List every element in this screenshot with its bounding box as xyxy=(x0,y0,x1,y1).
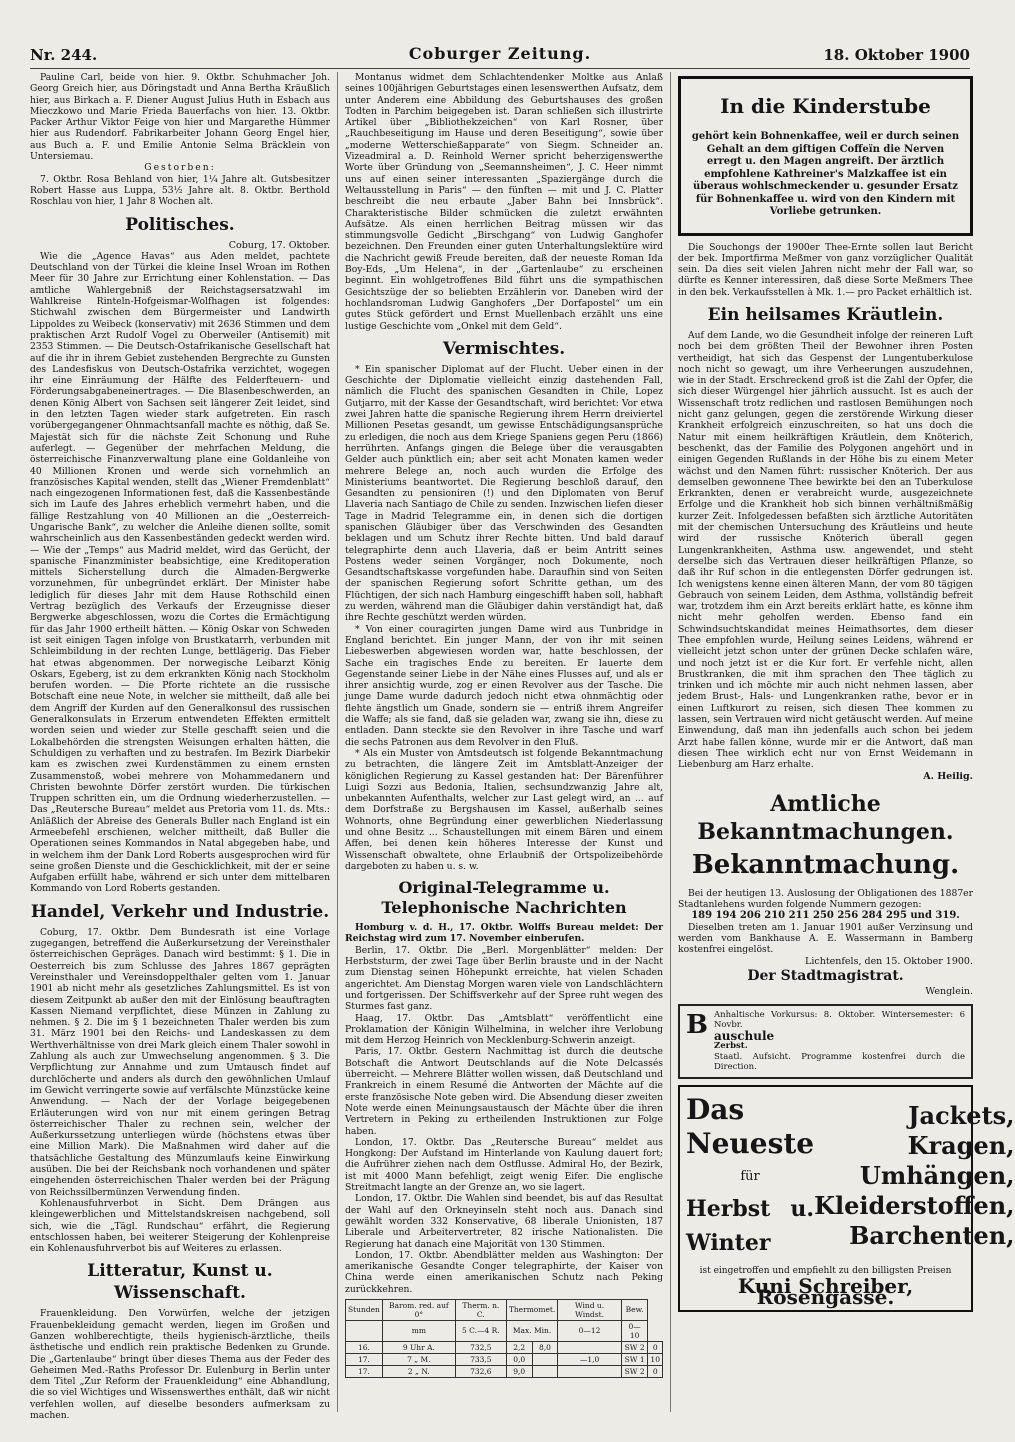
telegram-london-2: London, 17. Oktbr. Die Wahlen sind beendet, bis auf das Resultat der Wahl auf den Orkneyinseln steht noch aus. Danach sind gewählt worden 332 Konservative, 68 liberale Unionisten, 187 Liberale und Arbeitervertreter, 82 irische Nationalisten. Die Regierung hat danach eine Majorität von 130 Stimmen. xyxy=(345,1193,663,1250)
announcement-title: Bekanntmachung. xyxy=(691,849,960,880)
weather-row: 17. 7 „ M. 733,5 0,0 —1,0 SW 1 10 xyxy=(346,1353,663,1365)
section-title-literature: Litteratur, Kunst u. Wissenschaft. xyxy=(87,1261,273,1304)
header-rule xyxy=(30,68,970,69)
misc-article-amtsdeutsch: * Als ein Muster von Amtsdeutsch ist folgende Bekanntmachung zu betrachten, die längere Zeit im Amtsblatt-Anzeiger der königlichen Regierung zu Kassel gestanden hat: Der Bärenführer Luigi Sozzi aus Bedonia, Italien, sechsundzwanzig Jahre alt, unbekannten Aufenthalts, welcher zur Last gelegt wird, an ... auf dem Dorfstraße zu Bergshausen im Kassel, außerhalb seines Wohnorts, ohne Begründung einer gewerblichen Niederlassung und ohne Besitz ... Schaustellungen mit einem Bären und einem Affen, bei denen kein höheres Interesse der Kunst und Wissenschaft obwaltete, ohne Erlaubniß der Ortspolizeibehörde dargeboten zu haben u. s. w. xyxy=(345,747,663,872)
herb-signature: A. Heilig. xyxy=(923,770,973,782)
column-1 xyxy=(30,72,330,1422)
section-title-trade: Handel, Verkehr und Industrie. xyxy=(30,901,330,922)
bond-numbers: 189 194 206 210 211 250 256 284 295 und 319. xyxy=(691,910,960,922)
advert-footer: ist eingetroffen und empfiehlt zu den billigsten Preisen xyxy=(699,1265,952,1276)
herb-article: Auf dem Lande, wo die Gesundheit infolge der reineren Luft noch bei dem größten Theil der Bewohner ihren Posten vertheidigt, hat sich das Gespenst der Lungentuberkulose noch nicht so gewagt, um ihre Verheerungen auszudehnen, wie in der Stadt. Erschreckend groß ist die Zahl der Opfer, die sich dieser Würgengel hier jährlich aussucht. Ist es auch der Wissenschaft trotz redlichen und rastlosen Bemühungen noch nicht ganz gelungen, gegen die zerstörende Wirkung dieser Krankheit erfolgreich einzuschreiten, so hat uns doch die Natur mit einem heilkräftigen Kräutlein, dem Knöterich, beschenkt, das der Familie des Polygonen angehört und in einigen Gegenden Rußlands in der Höhe bis zu einem Meter wächst und den Namen führt: russischer Knöterich. Der aus demselben gewonnene Thee bewirkte bei den an Tuberkulose Erkrankten, denen er verabreicht wurde, ausgezeichnete Erfolge und die Krankheit hob sich binnen verhältnißmäßig kurzer Zeit. Infolgedessen befaßten sich ärztliche Autoritäten mit der chemischen Untersuchung des Kräutleins und heute wird der russische Knöterich überall gegen Lungenkrankheiten, Asthma usw. angewendet, und steht derselbe sich das Vertrauen dieser heilkräftigen Pflanze, so daß ihr Ruf schon in die entlegensten Dörfer gedrungen ist. Ich wenigstens kenne einen älteren Mann, der vom 80 tägigen Gebrauch von seinem Leiden, dem Asthma, vollständig befreit war, trotzdem ihm ein Arzt bereits erklärt hatte, es könne ihm nicht mehr geholfen werden. Ebenso fand ein Schwindsuchtskandidat meines Heimathsortes, dem dieser Thee empfohlen wurde, Heilung seines Leidens, während er vielleicht jetzt schon unter der grünen Decke schlafen wäre, und noch jetzt ist er die Kur fort. Er verfehle nicht, allen Brustkranken, die mit ihm sprachen den Thee täglich zu trinken und ich möchte mir auch nicht nehmen lassen, aber jedem Brust-, Hals- und Lungenkranken rathe, bevor er in einen Luftkurort zu reisen, sich diesen Thee kommen zu lassen, sein Vertrauen wird nicht getäuscht werden. Auf meine Einwendung, daß man ihn jedenfalls auch schon bei jedem Arzt habe fallen könne, wurde mir er die Antwort, daß man diesen Thee wirklich echt nur von Ernst Weidemann in Liebenburg am Harz erhalte. xyxy=(678,329,973,771)
telegram-london-3: London, 17. Oktbr. Abendblätter melden aus Washington: Der amerikanische Gesandte Conger telegraphirte, der Kaiser von China werde einen amerikanischen Schutz nach Peking zurückkehren. xyxy=(345,1249,663,1295)
school-letter: B xyxy=(686,1009,708,1040)
announcement-text-2: Dieselben treten am 1. Januar 1901 außer Verzinsung und werden vom Bankhause A. E. Wassermann in Bamberg kostenfrei eingelöst. xyxy=(678,921,973,956)
weather-subheader: Max. Min. xyxy=(506,1320,557,1341)
misc-article-lady: * Von einer couragirten jungen Dame wird aus Tunbridge in England berichtet. Ein junger Mann, der von ihr mit seinen Liebeswerben abgewiesen worden war, hatte beschlossen, der Sache ein tragisches Ende zu bereiten. Er lauerte dem Gegenstande seiner Liebe in der Nähe eines Flusses auf, und als er ihrer ansichtig wurde, zog er einen Revolver aus der Tasche. Die junge Dame wurde dadurch jedoch nicht etwa ohnmächtig oder flehte ängstlich um Gnade, sondern sie — entriß ihrem Angreifer die Waffe; als sie fand, daß sie geladen war, zwang sie ihn, diese zu entladen. Dann steckte sie den Revolver in ihre Tasche und warf die sechs Patronen aus dem Revolver in den Fluß. xyxy=(345,623,663,748)
section-title-telegrams: Original-Telegramme u. Telephonische Nachrichten xyxy=(381,878,627,918)
page-number: Nr. 244. xyxy=(30,46,98,64)
telegram-paris: Paris, 17. Oktbr. Gestern Nachmittag ist durch die deutsche Botschaft die Antwort Deutschlands auf die Note Delcassés überreicht. — Mehrere Blätter wollen wissen, daß Deutschland und Frankreich in einem Resumé die Antworten der Mächte auf die erste französische Note geben wird. Die Absendung dieser zweiten Note werde einen Meinungsaustausch der Mächte über die ihren Vertretern in Peking zu ertheilenden Instruktionen zur Folge haben. xyxy=(345,1046,663,1137)
advert-season: Herbst u. Winter xyxy=(686,1195,815,1256)
section-title-official: Amtliche Bekanntmachungen. xyxy=(697,790,954,845)
school-advert xyxy=(678,1004,973,1079)
advert-item: Barchenten, xyxy=(849,1221,1015,1251)
weather-header: Stunden xyxy=(346,1299,383,1320)
literature-article: Frauenkleidung. Den Vorwürfen, welche der jetzigen Frauenbekleidung gemacht werden, liegen im Großen und Ganzen wohlberechtigte, theils hygienisch-ärztliche, theils ästhetische und endlich rein praktische Bedenken zu Grunde. Die „Gartenlaube“ bringt über dieses Thema aus der Feder des Geheimen Med.-Raths Professor Dr. Eulenburg in Berlin unter dem Titel „Zur Reform der Frauenkleidung“ eine Abhandlung, die so viel Wichtiges und Wissenswerthes enthält, daß wir nicht verfehlen wollen, auf dieselbe besonders aufmerksam zu machen. xyxy=(30,1308,330,1422)
weather-subheader: mm xyxy=(382,1320,455,1341)
advert-item: Umhängen, xyxy=(859,1161,1015,1191)
advert-headline: Das Neueste xyxy=(686,1092,815,1160)
politics-article: Wie die „Agence Havas“ aus Aden meldet, pachtete Deutschland von der Türkei die kleine Insel Wroan im Rothen Meer für 30 Jahre zur Errichtung einer Kohlenstation. — Das amtliche Wahlergebniß der Reichstagsersatzwahl im Wahlkreise Rinteln-Hofgeismar-Wolfhagen ist folgendes: Stichwahl zwischen dem Bürgermeister und Landwirth Lippoldes zu Weibeck (konservativ) mit 2636 Stimmen und dem praktischen Arzt Rudolf Vogel zu Oberweiler (Antisemit) mit 2353 Stimmen. — Die Deutsch-Ostafrikanische Gesellschaft hat auf die ihr in ihrem Gebiet zustehenden Bergrechte zu Gunsten des Landesfiskus von Deutsch-Ostafrika verzichtet, wogegen ihr eine Einräumung der Hälfte des Felderfteuern- und Förderungsabgabeneinertrages. — Die Blasenbeschwerden, an denen König Albert von Sachsen seit längerer Zeit leidet, sind in den letzten Tagen wieder stark aufgetreten. Ein rasch vorübergegangener Ohnmachtsanfall machte es nöthig, daß Se. Majestät sich für die nächste Zeit Schonung und Ruhe auferlegt. — Gegenüber der mehrfachen Meldung, die österreichische Finanzverwaltung plane eine Goldanleihe von 40 Millionen Kronen und werde sich vornehmlich an französisches Kapital wenden, stellt das „Wiener Fremdenblatt“ nach eingezogenen Informationen fest, daß die Kassenbestände sich im Laufe des Jahres erheblich vermehrt haben, und die fällige Restzahlung von 40 Millionen an die „Oesterreich-Ungarische Bank“, zu welcher die Anleihe dienen sollte, somit wahrscheinlich aus den Kassenbeständen gedeckt werden wird. — Wie der „Temps“ aus Madrid meldet, wird das Gerücht, der spanische Finanzminister beabsichtige, eine Kreditoperation mittels Sicherstellung durch die Almaden-Bergwerke vorzunehmen, für unbegründet erklärt. Der Minister habe lediglich für dieses Jahr mit dem Hause Rothschild einen Vertrag bezüglich des Verkaufs der Erzeugnisse dieser Bergwerke abgeschlossen, wozu die Cortes die Ermächtigung für das Jahr 1900 ertheilt hätten. — König Oskar von Schweden ist seit einigen Tagen infolge von Brustkatarrh, verbunden mit Schleimbildung in der rechten Lunge, bettlägerig. Das Fieber hat etwas abgenommen. Der norwegische Leibarzt König Oskars, Egeberg, ist zu dem erkrankten König nach Stockholm berufen worden. — Die Pforte richtete an die russische Botschaft eine neue Note, in welcher sie mittheilt, daß alle bei dem Angriff der Kurden auf den Generalkonsul des russischen Generalkonsulats in Erzerum entwendeten Effekten ermittelt worden seien und wieder zur Stelle geschafft seien und die Lokalbehörden die strengsten Weisungen erhalten hätten, die Schuldigen zu verhaften und zu bestrafen. Im Bezirk Diarbekir kam es zwischen zwei Kurdenstämmen zu einem ernsten Zusammenstoß, wobei mehrere von Mohammedanern und Christen bewohnte Dörfer zerstört wurden. Die türkischen Truppen schritten ein, um die Ordnung wiederherzustellen. — Das „Reutersche Bureau“ meldet aus Pretoria vom 11. ds. Mts.: Anläßlich der Abreise des Generals Buller nach England ist ein Armeebefehl erschienen, welcher mittheilt, daß Buller die Operationen seines Kommandos in Natal abgegeben habe, und in welchem ihm der Dank Lord Roberts ausgesprochen wird für seine großen Dienste und die Geschicklichkeit, mit der er seine Aufgaben erfüllt habe, während er sich unter dem mittelbaren Kommando von Lord Roberts gestanden. xyxy=(30,250,330,895)
advert-text: gehört kein Bohnenkaffee, weil er durch seinen Gehalt an dem giftigen Coffeïn die Nerven erregt u. den Magen angreift. Der ärztlich empfohlene Kathreiner's Malzkaffee ist ein überaus wohlschmeckender u. gesunder Ersatz für Bohnenkaffee u. wird von den Kindern mit Vorliebe getrunken. xyxy=(691,131,960,217)
column-3 xyxy=(678,72,1015,1412)
weather-table xyxy=(345,1299,663,1378)
telegram-homburg: Homburg v. d. H., 17. Oktbr. Wolffs Bureau meldet: Der Reichstag wird zum 17. November einberufen. xyxy=(345,922,663,945)
announcement-name: Wenglein. xyxy=(925,986,973,998)
trade-article: Coburg, 17. Oktbr. Dem Bundesrath ist eine Vorlage zugegangen, betreffend die Außerkursetzung der Vereinsthaler österreichischen Gepräges. Danach wird bestimmt: § 1. Die in Oesterreich bis zum Schlusse des Jahres 1867 geprägten Vereinsthaler und Vereinsdoppelthaler gelten vom 1. Januar 1901 ab nicht mehr als gesetzliches Zahlungsmittel. Es ist von diesem Zeitpunkt ab außer den mit der Einlösung beauftragten Kassen Niemand verpflichtet, diese Münzen in Zahlung zu nehmen. § 2. Die im § 1 bezeichneten Thaler werden bis zum 31. März 1901 bei den Reichs- und Landeskassen zu dem Werthverhältnisse von drei Mark gleich einem Thaler sowohl in Zahlung als auch zur Umwechselung angenommen. § 3. Die Verpflichtung zur Annahme und zum Umtausch findet auf durchlöcherte und anders als durch den gewöhnlichen Umlauf im Gewicht verringerte sowie auf verfälschte Münzstücke keine Anwendung. — Nach der der Vorlage beigegebenen Erläuterungen wird von nur mit einem geringen Betrag österreichischer Thaler zu rechnen sein, welcher der Außerkurssetzung unterliegen würde (höchstens etwas über eine Million Mark). Die Maßnahmen wird daher auf die thatsächliche Gestaltung des Münzumlaufs keine Einwirkung ausüben. Die bei der Reichsbank noch vorhandenen und später eingehenden österreichischen Thaler werden bei der Prägung von Reichssilbermünzen Verwendung finden. xyxy=(30,926,330,1198)
column-divider xyxy=(337,72,338,1412)
telegram-berlin: Berlin, 17. Oktbr. Die „Berl. Morgenblätter“ melden: Der Herbststurm, der zwei Tage über Berlin brauste und in der Nacht zum Dienstag seinen Höhepunkt erreichte, hat vielen Schaden angerichtet. Am Dienstag Morgen waren viele von Landschlächtern und fortgerissen. Der Schiffsverkehr auf der Spree ruht wegen des Sturmes fast ganz. xyxy=(345,944,663,1013)
masthead-title: Coburger Zeitung. xyxy=(408,44,592,63)
school-line: Anhaltische Vorkursus: 8. Oktober. Wintersemester: 6 Novbr. xyxy=(713,1009,965,1031)
telegram-haag: Haag, 17. Oktbr. Das „Amtsblatt“ veröffentlicht eine Proklamation der Königin Wilhelmina, in welcher ihre Verlobung mit dem Herzog Heinrich von Mecklenburg-Schwerin anzeigt. xyxy=(345,1012,663,1047)
section-title-misc: Vermischtes. xyxy=(442,338,566,359)
advert-item: Kleiderstoffen, xyxy=(814,1191,1015,1221)
weather-row: 17. 2 „ N. 732,6 9,0 SW 2 0 xyxy=(346,1365,663,1377)
announcement-text: Bei der heutigen 13. Auslosung der Obligationen des 1887er Stadtanlehens wurden folgende Nummern gezogen: xyxy=(678,887,973,911)
coal-article: Kohlenausfuhrverbot in Sicht. Dem Drängen aus kleingewerblichen und Mittelstandskreisen nachgebend, soll sich, wie die „Tägl. Rundschau“ erfährt, die Regierung entschlossen haben, bei weiterer Steigerung der Kohlenpreise ein Kohlenausfuhrverbot bis auf Weiteres zu erlassen. xyxy=(30,1197,330,1255)
gartenlaube-review: Montanus widmet dem Schlachtendenker Moltke aus Anlaß seines 100jährigen Geburtstages einen lesenswerthen Aufsatz, dem unter Anderem eine Abbildung des Geburtshauses des großen Todten in Parchim beigegeben ist. Daran schließen sich illustrirte Artikel über „Bibliothekzeichen“ von Karl Rosner, über „Rauchbeseitigung im Hause und deren Beseitigung“, sowie über „moderne Wetterschießapparate“ von Siegm. Schneider an. Vizeadmiral a. D. Reinhold Werner spricht beherzigenswerthe Worte über Gründung von „Seemannsheimen“, J. C. Heer nimmt uns auf einen seiner interessanten „Spaziergänge durch die Weltausstellung in Paris“ — den fünften — mit und J. C. Platter beschreibt die neu erbaute „Jaber Bahn bei Innsbrück“. Charakteristische Bilder schmücken die zuletzt erwähnten Aufsätze. Als einen herrlichen Beitrag müssen wir das stimmungsvolle Gedicht „Birschgang“ von Ludwig Ganghofer bezeichnen. Den Freunden einer guten Unterhaltungslektüre wird die Nachricht gewiß Freude bereiten, daß der neueste Roman Ida Boy-Eds, „Um Helena“, in der „Gartenlaube“ zu erscheinen beginnt. Ein wohlgetroffenes Bild führt uns die sympathischen Gesichtszüge der so beliebten Erzählerin vor. Daneben wird der hochlandsroman Ludwig Ganghofers „Der Dorfapostel“ um ein gutes Stück gefördert und Ernst Muellenbach erzählt uns eine lustige Geschichte vom „Onkel mit dem Geld“. xyxy=(345,72,663,332)
issue-date: 18. Oktober 1900 xyxy=(823,46,970,64)
clothing-advert xyxy=(678,1085,1015,1312)
advert-item: Kragen, xyxy=(907,1131,1015,1161)
deaths-heading: Gestorben: xyxy=(144,162,216,174)
advert-title: In die Kinderstube xyxy=(720,94,931,118)
section-title-herb: Ein heilsames Kräutlein. xyxy=(707,304,944,325)
weather-subheader xyxy=(346,1320,383,1341)
school-name: auschule xyxy=(713,1028,775,1043)
weather-subheader: 0—12 xyxy=(558,1320,622,1341)
advert-item: Jackets, xyxy=(908,1101,1015,1131)
politics-dateline: Coburg, 17. Oktober. xyxy=(228,239,330,251)
telegram-london-1: London, 17. Oktbr. Das „Reutersche Bureau“ meldet aus Hongkong: Der Aufstand im Hinterlande von Kaulung dauert fort; die Aufrührer ziehen nach dem Ostflusse. Admiral Ho, der Bezirk, ist mit 4000 Mann befehligt, zeigt wenig Eifer. Die englische Streitmacht langte an der Grenze an, wo sie lagert. xyxy=(345,1136,663,1194)
announcement-signature: Der Stadtmagistrat. xyxy=(747,967,904,984)
page-header xyxy=(30,44,970,68)
advert-for: für xyxy=(740,1168,760,1184)
section-title-politics: Politisches. xyxy=(125,214,235,235)
weather-subheader: 0—10 xyxy=(621,1320,648,1341)
weather-header: Therm. n. C. xyxy=(455,1299,506,1320)
school-place: Zerbst. xyxy=(713,1041,748,1052)
civil-register-deaths: 7. Oktbr. Rosa Behland von hier, 1¼ Jahre alt. Gutsbesitzer Robert Hasse aus Luppa, 53½ Jahre alt. 8. Oktbr. Berthold Roschlau von hier, 1 Jahr 8 Wochen alt. xyxy=(30,173,330,208)
weather-header: Thermomet. xyxy=(506,1299,557,1320)
weather-header: Bew. xyxy=(621,1299,648,1320)
kathreiner-advert xyxy=(678,76,973,236)
civil-register-births: Pauline Carl, beide von hier. 9. Oktbr. Schuhmacher Joh. Georg Greich hier, aus Döringstadt und Anna Bertha Kräußlich hier, aus Birkach a. F. Diener August Julius Huth in Esbach aus Mieczkowo und Marie Frieda Bauerfachs von hier. 13. Oktbr. Packer Arthur Viktor Feige von hier und Margarethe Hümmer hier aus Rudendorf. Fabrikarbeiter Johann Georg Engel hier, aus Buch a. F. und Emilie Antonie Selma Bräcklein von Untersiemau. xyxy=(30,72,330,163)
misc-article-diplomat: * Ein spanischer Diplomat auf der Flucht. Ueber einen in der Geschichte der Diplomatie vielleicht einzig dastehenden Fall, nämlich die Flucht des spanischen Gesandten in Chile, Lopez Gutjarro, mit der Kasse der Gesandtschaft, wird berichtet: Vor etwa zwei Jahren hatte die spanische Regierung ihrem Herrn dreiviertel Millionen Pesetas gesandt, um gewisse Entschädigungsansprüche zu erledigen, die noch aus dem Kriege Spaniens gegen Peru (1866) herrührten. Anfangs gingen die Belege über die verausgabten Gelder auch pünktlich ein; aber seit acht Monaten kamen weder mehrere Belege an, noch auch wurden die Erfolge des Ministeriums beantwortet. Die Regierung beschloß darauf, den Gesandten zu pensioniren (!) und den Diplomaten von Beruf Llaveria nach Santiago de Chile zu senden. Inzwischen liefen dieser Tage in Madrid Telegramme ein, in denen sich die dortigen spanischen Gläubiger über das Verschwinden des Gesandten beklagen und um Schutz ihrer Rechte bitten. Und bald darauf telegraphirte denn auch Llaveria, daß er beim Antritt seines Postens weder seinen Vorgänger, noch Dokumente, noch Gesandtschaftskasse vorgefunden habe. Daraufhin sind von Seiten der spanischen Regierung sofort Schritte gethan, um des Flüchtigen, der sich nach Hamburg eingeschifft haben soll, habhaft zu werden, während man die Gläubiger dahin verständigt hat, daß ihre Rechte geschützt werden würden. xyxy=(345,363,663,624)
weather-header: Wind u. Windst. xyxy=(558,1299,622,1320)
advert-shop: Kuni Schreiber, Rosengasse. xyxy=(737,1274,914,1310)
school-line: Staatl. Aufsicht. Programme kostenfrei durch die Direction. xyxy=(713,1051,965,1073)
column-2 xyxy=(345,72,663,1412)
announcement-place-date: Lichtenfels, den 15. Oktober 1900. xyxy=(805,955,973,967)
weather-row: 16. 9 Uhr A. 732,5 2,2 8,0 SW 2 0 xyxy=(346,1341,663,1353)
weather-header: Barom. red. auf 0° xyxy=(382,1299,455,1320)
tea-notice: Die Souchongs der 1900er Thee-Ernte sollen laut Bericht der bek. Importfirma Meßmer von ganz vorzüglicher Qualität sein. Da dies seit vielen Jahren nicht mehr der Fall war, so dürfte es Kenner interessiren, daß diese Sorte Meßmers Thee in den bek. Verkaufsstellen à Mk. 1.— pro Packet erhältlich ist. xyxy=(678,241,973,298)
column-divider xyxy=(670,72,671,1412)
weather-subheader: 5 C.—4 R. xyxy=(455,1320,506,1341)
